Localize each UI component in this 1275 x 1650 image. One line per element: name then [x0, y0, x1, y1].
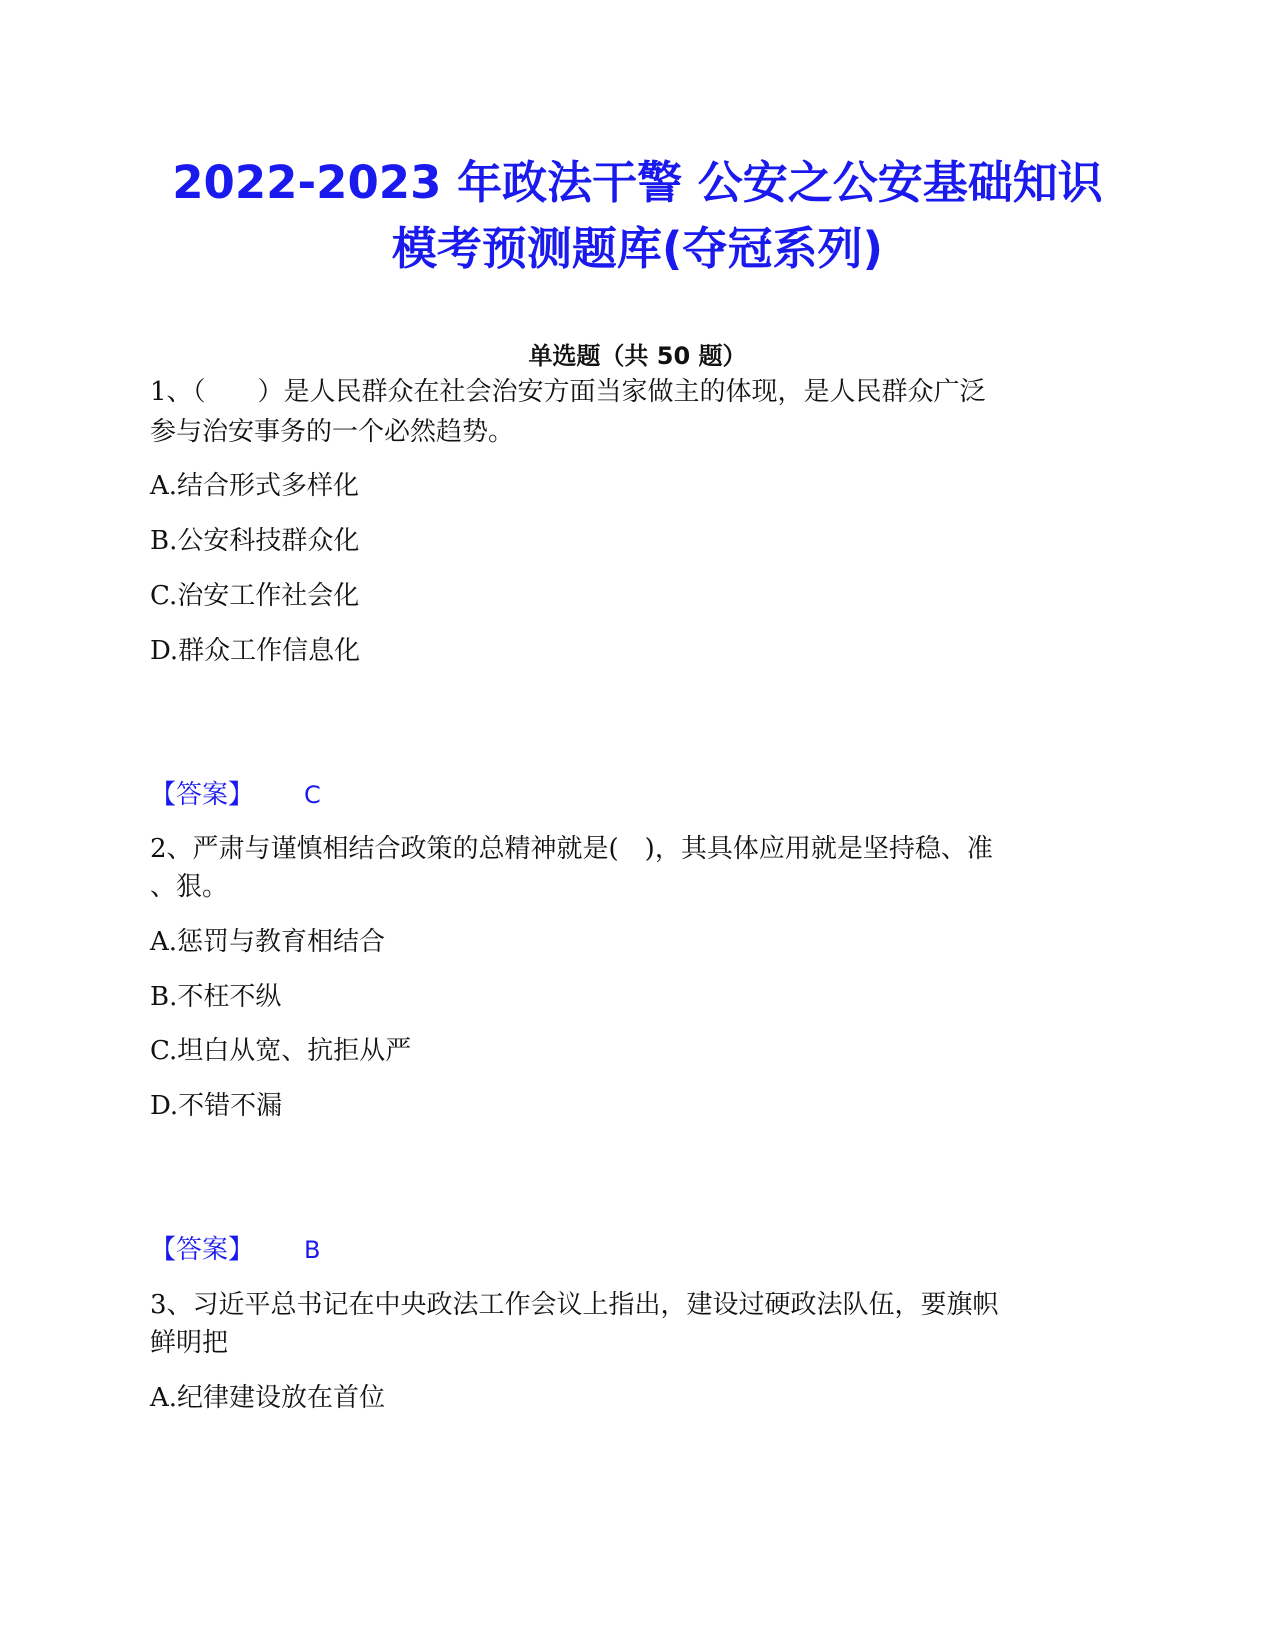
answer-label: 【答案】	[150, 780, 255, 810]
question-2-option-c: C.坦白从宽、抗拒从严	[150, 1036, 412, 1066]
question-3-stem-line-2: 鲜明把	[150, 1328, 229, 1358]
question-3-stem-line-1: 3、习近平总书记在中央政法工作会议上指出，建设过硬政法队伍，要旗帜	[150, 1290, 999, 1320]
question-3-option-a: A.纪律建设放在首位	[150, 1383, 386, 1413]
question-2-option-a: A.惩罚与教育相结合	[150, 927, 386, 957]
question-1-stem-line-1: 1、（ ）是人民群众在社会治安方面当家做主的体现，是人民群众广泛	[150, 377, 986, 407]
question-1-option-d: D.群众工作信息化	[150, 636, 361, 666]
question-2-option-d: D.不错不漏	[150, 1091, 283, 1121]
document-title-line-2: 模考预测题库(夺冠系列)	[391, 222, 884, 275]
answer-label: 【答案】	[150, 1235, 255, 1265]
answer-value: C	[304, 781, 321, 809]
question-1-option-a: A.结合形式多样化	[150, 471, 360, 501]
question-2-option-b: B.不枉不纵	[150, 982, 282, 1012]
answer-value: B	[304, 1236, 321, 1264]
question-2-answer	[150, 1230, 320, 1270]
question-1-option-c: C.治安工作社会化	[150, 581, 360, 611]
question-1-answer	[150, 775, 321, 815]
question-1-option-b: B.公安科技群众化	[150, 526, 360, 556]
question-2-stem-line-1: 2、严肃与谨慎相结合政策的总精神就是( )，其具体应用就是坚持稳、准	[150, 834, 993, 864]
document-title-line-1: 2022-2023 年政法干警 公安之公安基础知识	[172, 156, 1103, 209]
question-1-stem-line-2: 参与治安事务的一个必然趋势。	[150, 417, 515, 447]
section-heading: 单选题（共 50 题）	[528, 342, 747, 370]
question-2-stem-line-2: 、狠。	[150, 872, 229, 902]
